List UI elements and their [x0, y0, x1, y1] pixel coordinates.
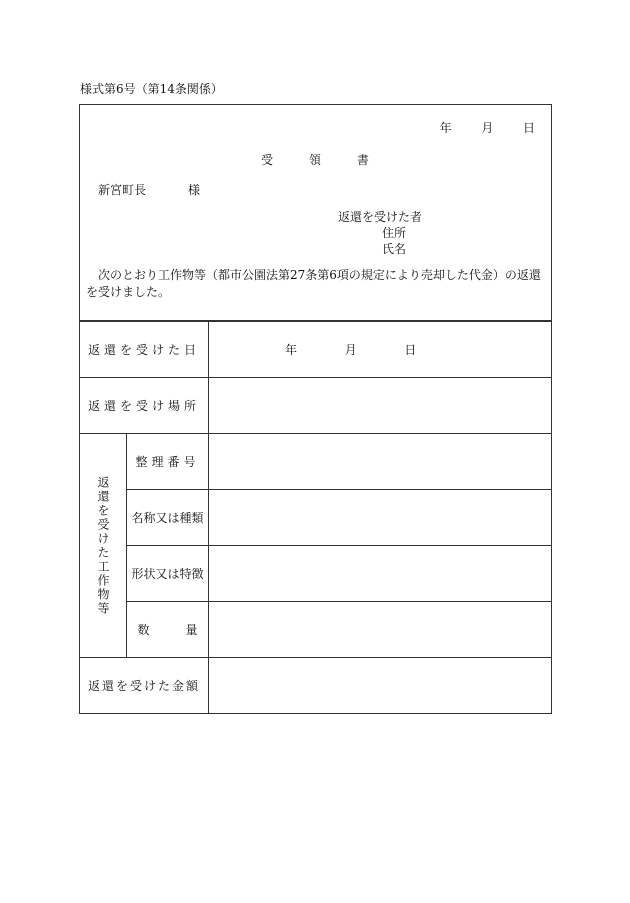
recipient-name-label: 氏名 — [382, 242, 407, 256]
title-char-1: 受 — [261, 153, 275, 167]
table-row — [80, 602, 552, 658]
recipient-address-label: 住所 — [382, 226, 407, 240]
month-label: 月 — [344, 343, 357, 357]
serial-number-label: 整理番号 — [135, 455, 200, 469]
amount-value-cell[interactable] — [209, 658, 552, 714]
return-place-label: 返還を受け場所 — [88, 399, 201, 413]
return-date-label: 返還を受けた日 — [88, 343, 201, 357]
table-row — [80, 434, 552, 490]
body-text: 次のとおり工作物等（都市公園法第27条第6項の規定により売却した代金）の返還を受けました。 — [86, 268, 541, 299]
title-char-2: 領 — [308, 153, 322, 167]
addressee-honorific: 様 — [188, 183, 201, 197]
item-field-label-cell — [127, 546, 209, 602]
title-char-3: 書 — [356, 153, 370, 167]
return-place-value-cell[interactable] — [209, 378, 552, 434]
receipt-header-box — [79, 104, 552, 321]
month-label: 月 — [481, 121, 494, 135]
table-row — [80, 322, 552, 378]
table-row — [80, 658, 552, 714]
name-or-type-value-cell[interactable] — [209, 490, 552, 546]
item-field-label-cell — [127, 602, 209, 658]
shape-or-feature-label: 形状又は特徴 — [131, 567, 204, 581]
quantity-label: 数 量 — [137, 623, 198, 637]
item-field-label-cell — [127, 434, 209, 490]
serial-number-value-cell[interactable] — [209, 434, 552, 490]
issue-date-line — [440, 119, 535, 136]
addressee — [98, 181, 200, 198]
year-label: 年 — [285, 343, 298, 357]
receipt-details-table — [79, 321, 552, 714]
table-row — [80, 546, 552, 602]
name-or-type-label: 名称又は種類 — [131, 511, 204, 525]
recipient-block — [338, 209, 422, 257]
shape-or-feature-value-cell[interactable] — [209, 546, 552, 602]
form-number-label: 様式第6号（第14条関係） — [80, 82, 223, 96]
return-place-label-cell — [80, 378, 209, 434]
table-row — [80, 378, 552, 434]
quantity-value-cell[interactable] — [209, 602, 552, 658]
items-group-label-cell — [80, 434, 127, 658]
day-label: 日 — [404, 343, 417, 357]
amount-label: 返還を受けた金額 — [88, 679, 201, 693]
return-date-value-cell[interactable] — [209, 322, 552, 378]
amount-label-cell — [80, 658, 209, 714]
year-label: 年 — [439, 121, 452, 135]
document-title — [80, 151, 551, 168]
item-field-label-cell — [127, 490, 209, 546]
items-group-label: 返還を受けた工作物等 — [96, 475, 110, 616]
return-date-label-cell — [80, 322, 209, 378]
recipient-label: 返還を受けた者 — [338, 210, 423, 224]
table-row — [80, 490, 552, 546]
addressee-name: 新宮町長 — [98, 183, 147, 197]
day-label: 日 — [522, 121, 535, 135]
